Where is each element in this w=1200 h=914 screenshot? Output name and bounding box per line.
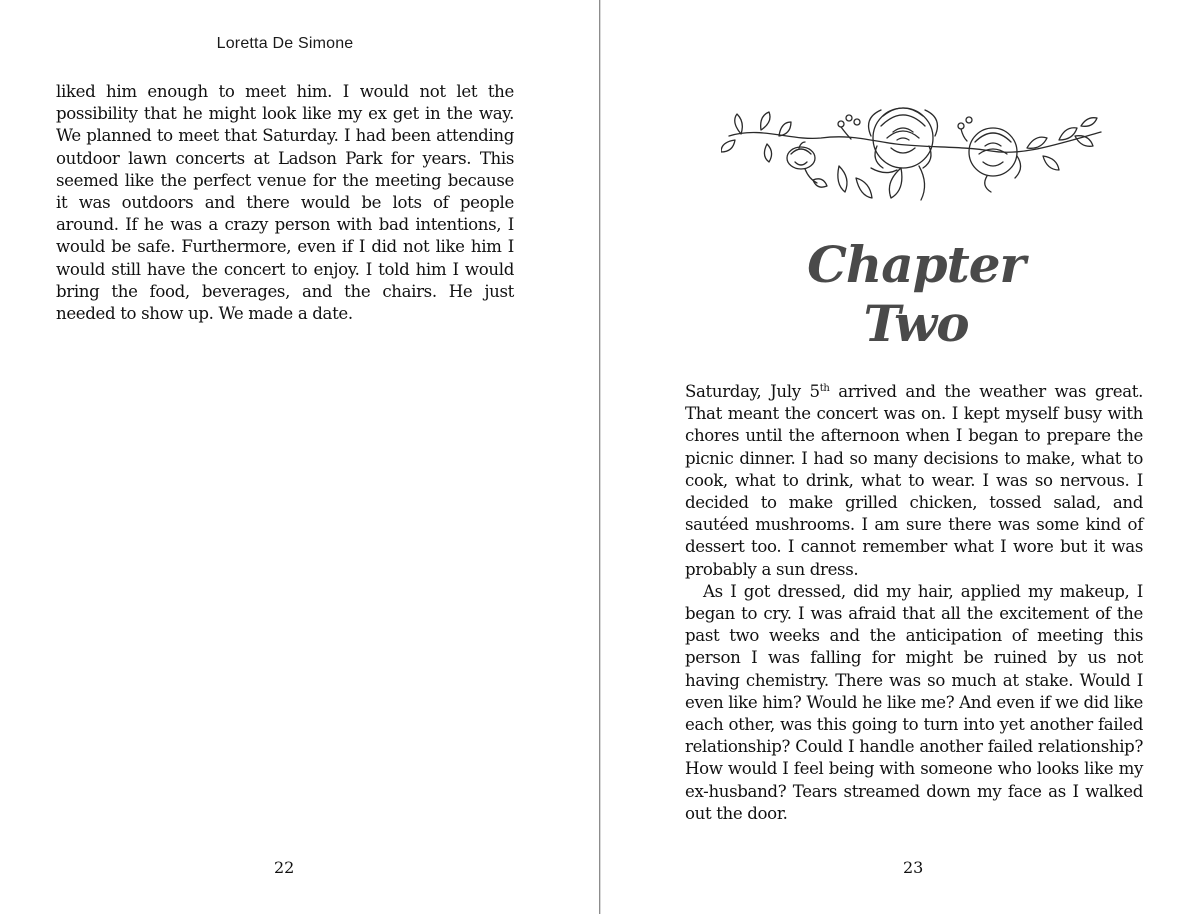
floral-ornament-icon	[721, 96, 1111, 216]
chapter-title: Chapter Two	[807, 235, 1025, 353]
left-page	[0, 0, 599, 914]
right-page-body	[685, 381, 1143, 825]
paragraph-text: arrived and the weather was great. That meant the concert was on. I kept myself busy with chores until the afternoon when I began to prepare the picnic dinner. I had so many decisions to make, what to cook, what to drink, what to wear. I was so nervous. I decided to make grilled chicken, tossed salad, and sautéed mushrooms. I am sure there was some kind of dessert too. I cannot remember what I wore but it was probably a sun dress.	[685, 382, 1143, 579]
right-paragraph-1	[685, 381, 1143, 581]
ordinal-superscript: th	[819, 383, 830, 394]
running-header-author: Loretta De Simone	[216, 35, 354, 52]
paragraph-text: Saturday, July 5	[685, 382, 820, 401]
right-paragraph-2: As I got dressed, did my hair, applied my makeup, I began to cry. I was afraid that all the excitement of the past two weeks and the anticipation of meeting this person I was falling for might be ruined by us not having chemistry. There was so much at stake. Would I even like him? Would he like me? And even if we did like each other, was this going to turn into yet another failed relationship? Could I handle another failed relationship? How would I feel being with someone who looks like my ex-husband? Tears streamed down my face as I walked out the door.	[685, 581, 1144, 823]
page-number-right: 23	[903, 858, 924, 877]
page-number-left: 22	[274, 858, 295, 877]
left-paragraph: liked him enough to meet him. I would not let the possibility that he might look like my ex get in the way. We planned to meet that Saturday. I had been attending outdoor lawn concerts at Ladson Park for years. This seemed like the perfect venue for the meeting because it was outdoors and there would be lots of people around. If he was a crazy person with bad intentions, I would be safe. Furthermore, even if I did not like him I would still have the concert to enjoy. I told him I would bring the food, beverages, and the chairs. He just needed to show up. We made a date.	[56, 82, 514, 324]
right-page	[601, 0, 1200, 914]
left-page-body	[56, 81, 514, 325]
